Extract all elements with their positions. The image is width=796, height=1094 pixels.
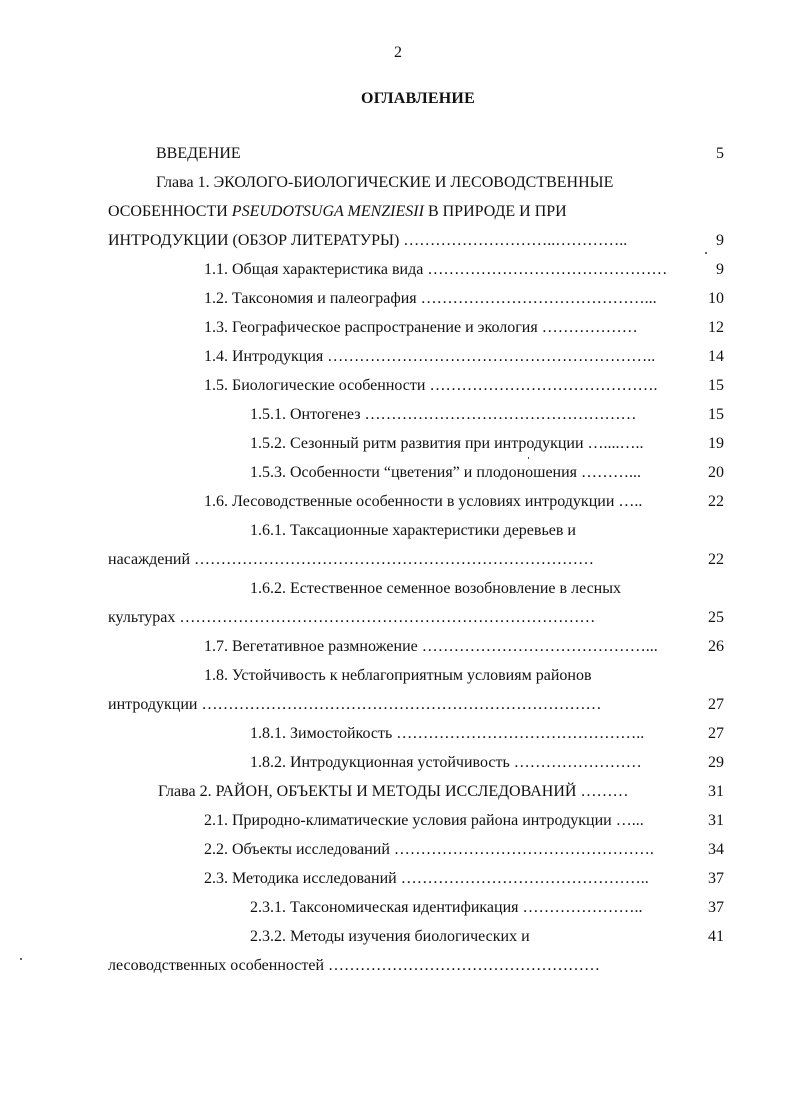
toc-entry-1-1: 1.1. Общая характеристика вида ……………………………………… [204,261,668,278]
toc-entry-1-7: 1.7. Вегетативное размножение ……………………………………... [204,638,658,655]
toc-entry-1-5-3: 1.5.3. Особенности “цветения” и плодоношения ………... [250,464,642,481]
toc-entry-1-5-1: 1.5.1. Онтогенез …………………………………………… [250,406,637,423]
toc-page-number: 19 [708,435,724,452]
text-segment: ОСОБЕННОСТИ [108,203,232,220]
toc-page-number: 25 [708,609,724,626]
toc-page-number: 14 [708,348,724,365]
toc-page-number: 37 [708,899,724,916]
toc-page-number: 20 [708,464,724,481]
scan-speck [20,958,22,960]
toc-entry-1-6-1-line-1: 1.6.1. Таксационные характеристики деревьев и [250,522,576,539]
page-number: 2 [394,44,402,61]
scan-speck [705,252,707,254]
toc-page-number: 22 [708,493,724,510]
toc-heading: ОГЛАВЛЕНИЕ [361,90,475,107]
toc-entry-1-8-line-1: 1.8. Устойчивость к неблагоприятным условиям районов [204,667,592,684]
toc-entry-2-3: 2.3. Методика исследований ……………………………………….. [204,870,649,887]
toc-entry-1-8-1: 1.8.1. Зимостойкость ……………………………………….. [250,725,645,742]
toc-entry-1-6-2-line-2: культурах …………………………………………………………………… [108,609,596,626]
text-segment: В ПРИРОДЕ И ПРИ [423,203,567,220]
toc-page-number: 41 [708,928,724,945]
toc-entry-2-3-1: 2.3.1. Таксономическая идентификация ………………….. [250,899,643,916]
toc-entry-chapter-1-line-3: ИНТРОДУКЦИИ (ОБЗОР ЛИТЕРАТУРЫ) ………………………..………….. [108,232,628,249]
toc-page-number: 5 [716,145,724,162]
toc-entry-chapter-1-line-2 [108,202,567,222]
toc-entry-1-5-2: 1.5.2. Сезонный ритм развития при интродукции …....….. [250,435,644,452]
toc-entry-2-2: 2.2. Объекты исследований …………………………………………. [204,841,654,858]
toc-page-number: 34 [708,841,724,858]
toc-entry-chapter-1-line-1: Глава 1. ЭКОЛОГО-БИОЛОГИЧЕСКИЕ И ЛЕСОВОДСТВЕННЫЕ [156,174,614,191]
toc-page-number: 37 [708,870,724,887]
toc-page-number: 26 [708,638,724,655]
toc-entry-1-6: 1.6. Лесоводственные особенности в условиях интродукции ….. [204,493,643,510]
toc-entry-1-2: 1.2. Таксономия и палеография ……………………………………... [204,290,657,307]
toc-page-number: 27 [708,725,724,742]
toc-page-number: 29 [708,754,724,771]
toc-page-number: 9 [716,232,724,249]
toc-page-number: 15 [708,406,724,423]
toc-entry-1-8-line-2: интродукции ………………………………………………………………… [108,696,602,713]
toc-page-number: 9 [716,261,724,278]
toc-page-number: 31 [708,783,724,800]
scan-speck [528,457,529,459]
toc-page-number: 15 [708,377,724,394]
toc-entry-1-6-1-line-2: насаждений ………………………………………………………………… [108,551,595,568]
toc-entry-2-3-2-line-1: 2.3.2. Методы изучения биологических и [250,928,530,945]
toc-entry-1-8-2: 1.8.2. Интродукционная устойчивость …………………… [250,754,642,771]
toc-page-number: 27 [708,696,724,713]
toc-page-number: 12 [708,319,724,336]
toc-page-number: 10 [708,290,724,307]
toc-entry-1-3: 1.3. Географическое распространение и экология ……………… [204,319,638,336]
toc-entry-2-3-2-line-2: лесоводственных особенностей …………………………………………… [108,957,601,974]
species-name-italic: PSEUDOTSUGA MENZIESII [231,203,424,220]
toc-entry-1-4: 1.4. Интродукция …………………………………………………….. [204,348,656,365]
toc-page-number: 22 [708,551,724,568]
toc-entry-introduction: ВВЕДЕНИЕ [156,145,241,162]
toc-entry-1-6-2-line-1: 1.6.2. Естественное семенное возобновление в лесных [250,580,621,597]
toc-entry-1-5: 1.5. Биологические особенности ……………………………………. [204,377,658,394]
toc-entry-2-1: 2.1. Природно-климатические условия района интродукции …... [204,812,644,829]
toc-entry-chapter-2: Глава 2. РАЙОН, ОБЪЕКТЫ И МЕТОДЫ ИССЛЕДОВАНИЙ ……… [158,783,629,800]
toc-page-number: 31 [708,812,724,829]
